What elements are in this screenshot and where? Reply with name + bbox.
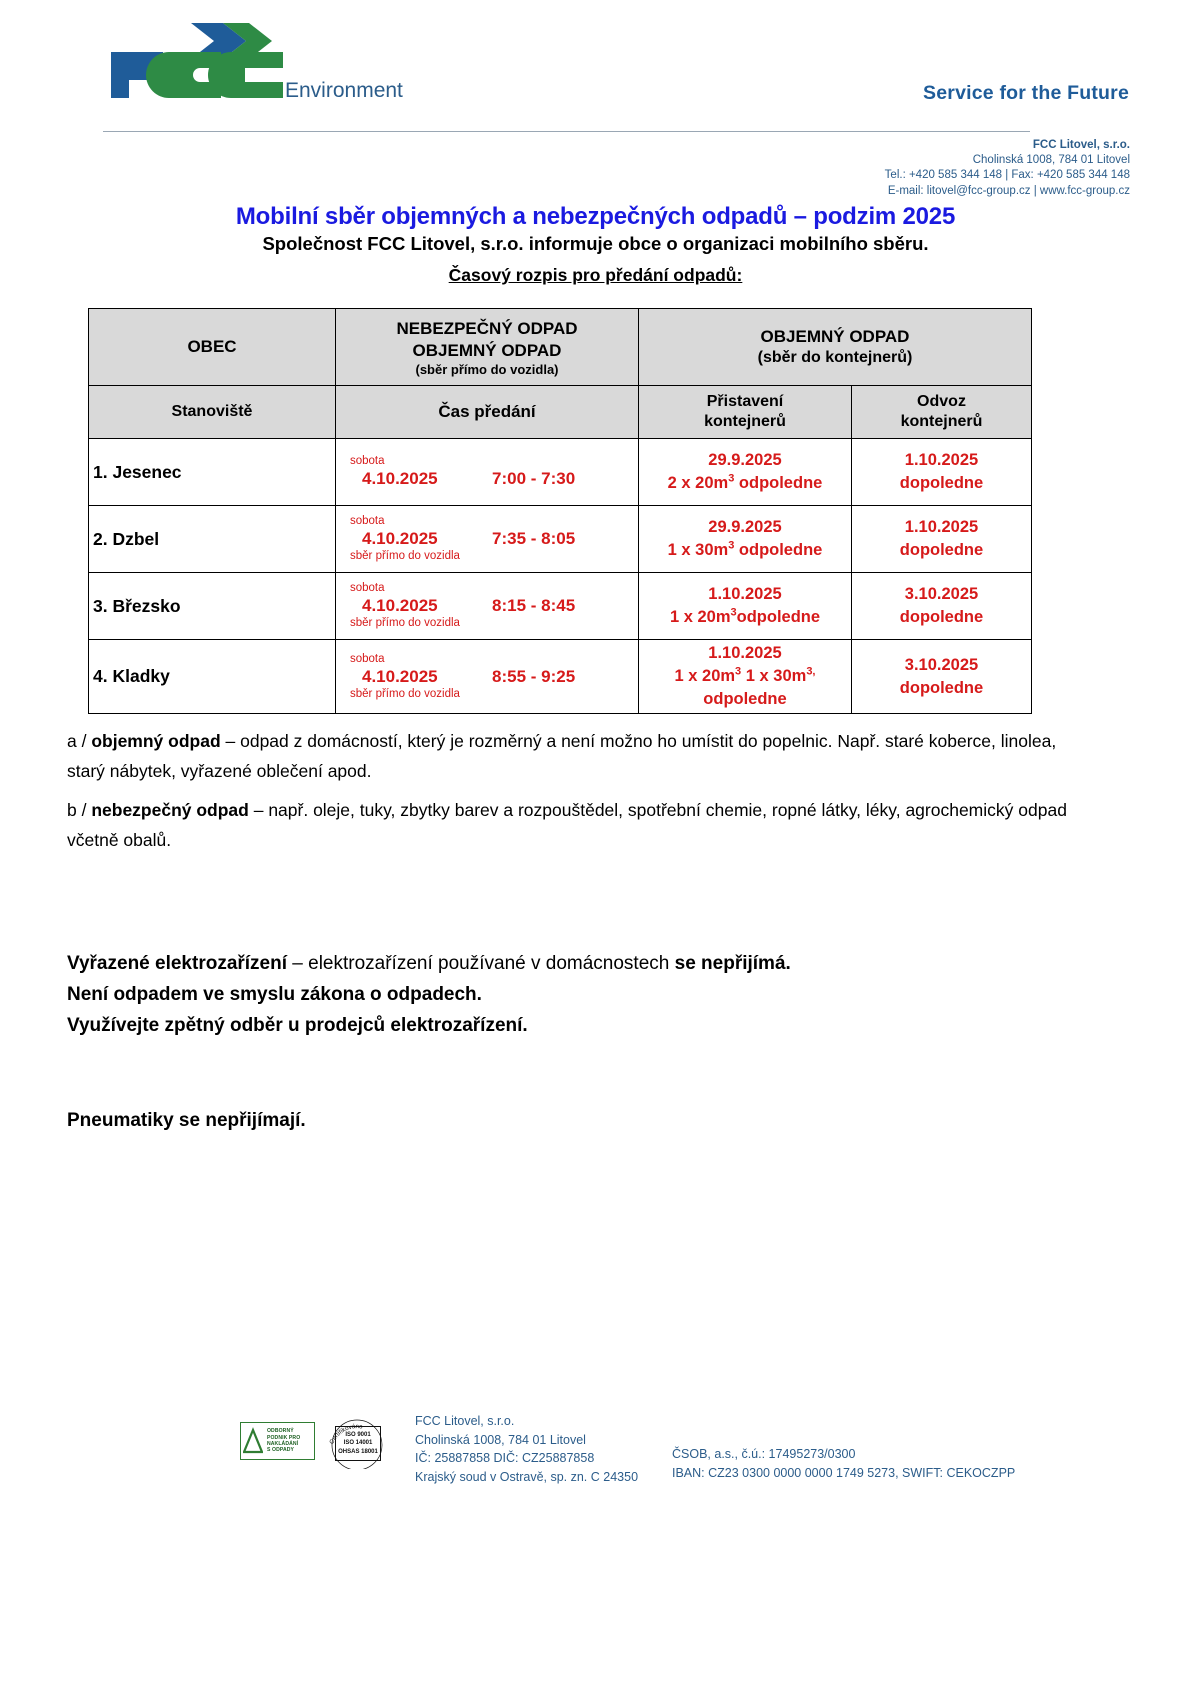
th-bulky-line1: OBJEMNÝ ODPAD xyxy=(760,327,910,346)
svg-text:Certifikováno: Certifikováno xyxy=(328,1423,364,1446)
cell-day: sobota xyxy=(350,582,385,594)
para-b-prefix: b / xyxy=(67,800,92,820)
schedule-table-wrapper xyxy=(88,308,1031,714)
th-pristaveni-line2: kontejnerů xyxy=(704,413,786,430)
seal-line-1: ISO 9001 xyxy=(345,1432,371,1439)
cell-delivery-line3: odpoledne xyxy=(703,690,787,708)
contact-phone-fax: Tel.: +420 585 344 148 | Fax: +420 585 344 148 xyxy=(884,169,1130,182)
cell-cas xyxy=(336,640,639,714)
cell-delivery xyxy=(639,506,852,573)
cell-obec: 3. Březsko xyxy=(89,573,336,640)
cell-pickup-time: dopoledne xyxy=(899,474,984,492)
cell-cas xyxy=(336,506,639,573)
seal-inner-text xyxy=(335,1426,381,1461)
th-cas: Čas předání xyxy=(336,386,639,439)
footer-company-info xyxy=(415,1412,638,1486)
footer-left-line-2: Cholinská 1008, 784 01 Litovel xyxy=(415,1432,586,1447)
cell-pickup-date: 1.10.2025 xyxy=(904,518,979,536)
page-subtitle: Společnost FCC Litovel, s.r.o. informuje obce o organizaci mobilního sběru. xyxy=(262,233,929,254)
badge-line-1: ODBORNÝ xyxy=(267,1428,294,1435)
cell-day: sobota xyxy=(350,454,385,467)
cell-time: 8:15 - 8:45 xyxy=(492,596,576,615)
notice-electro-line3: Využívejte zpětný odběr u prodejců elektrozařízení. xyxy=(67,1015,528,1036)
contact-address: Cholinská 1008, 784 01 Litovel xyxy=(972,154,1130,167)
para-a-text: – odpad z domácností, který je rozměrný a není možno ho umístit do popelnic. Např. staré koberce, linolea, starý nábytek, vyřazené oblečení apod. xyxy=(67,731,1057,781)
recycle-triangle-icon xyxy=(242,1424,264,1458)
cell-pickup-time: dopoledne xyxy=(899,608,984,626)
cell-cas xyxy=(336,439,639,506)
footer-left-line-4: Krajský soud v Ostravě, sp. zn. C 24350 xyxy=(415,1469,639,1484)
table-row xyxy=(89,439,1032,506)
cell-datetime xyxy=(340,666,634,688)
cell-cas xyxy=(336,573,639,640)
cell-delivery-detail xyxy=(643,606,847,629)
th-stanoviste: Stanoviště xyxy=(89,386,336,439)
cell-time: 7:00 - 7:30 xyxy=(492,468,576,488)
th-hazard xyxy=(336,309,639,386)
th-hazard-line2: OBJEMNÝ ODPAD xyxy=(412,340,562,360)
table-header-row-1 xyxy=(89,309,1032,386)
cell-note: sběr přímo do vozidla xyxy=(350,550,460,562)
cell-datetime xyxy=(340,595,634,617)
schedule-table xyxy=(88,308,1032,714)
seal-line-2: ISO 14001 xyxy=(343,1440,373,1447)
badge-line-2: PODNIK PRO xyxy=(267,1434,301,1441)
contact-company: FCC Litovel, s.r.o. xyxy=(1032,139,1130,151)
cell-date: 4.10.2025 xyxy=(362,596,438,615)
table-row xyxy=(89,506,1032,573)
delivery-detail-pre: 1 x 20m xyxy=(669,608,731,626)
paragraph-nebezpecny-odpad xyxy=(67,795,1067,855)
notice-bold-1: Vyřazené elektrozařízení xyxy=(67,953,288,974)
table-row xyxy=(89,640,1032,714)
cell-time: 7:35 - 8:05 xyxy=(492,529,576,548)
cell-obec: 2. Dzbel xyxy=(89,506,336,573)
cell-pickup xyxy=(852,506,1032,573)
delivery-detail-post: odpoledne xyxy=(734,474,823,492)
footer-bank-info xyxy=(672,1445,1015,1482)
schedule-heading-text: Časový rozpis pro předání odpadů: xyxy=(448,265,743,285)
cell-pickup-time: dopoledne xyxy=(899,541,984,559)
delivery-detail-sup: 3 xyxy=(735,665,742,678)
badge-line-3: NAKLÁDÁNÍ xyxy=(267,1441,299,1447)
delivery-detail-sup2: 3, xyxy=(806,665,816,678)
fcc-environment-logo xyxy=(103,18,443,113)
cell-obec: 4. Kladky xyxy=(89,640,336,714)
cell-day: sobota xyxy=(350,652,385,665)
notice-electro-line2: Není odpadem ve smyslu zákona o odpadech. xyxy=(67,984,482,1005)
th-hazard-note: (sběr přímo do vozidla) xyxy=(415,361,559,377)
cell-delivery-detail xyxy=(643,472,847,495)
cell-pickup-date: 3.10.2025 xyxy=(904,585,979,603)
th-hazard-line1: NEBEZPEČNÝ ODPAD xyxy=(396,318,578,338)
contact-email-web: E-mail: litovel@fcc-group.cz | www.fcc-group.cz xyxy=(887,184,1130,197)
th-bulky-note: (sběr do kontejnerů) xyxy=(757,349,913,366)
schedule-heading xyxy=(0,265,1191,286)
cell-note: sběr přímo do vozidla xyxy=(350,687,460,700)
footer-right-line-2: IBAN: CZ23 0300 0000 0000 1749 5273, SWIFT: CEKOCZPP xyxy=(672,1465,1016,1480)
th-pristaveni-line1: Přistavení xyxy=(706,393,784,410)
th-bulky xyxy=(639,309,1032,386)
cell-delivery xyxy=(639,439,852,506)
delivery-detail-sup: 3 xyxy=(730,606,737,619)
cell-pickup-time: dopoledne xyxy=(899,678,984,697)
cell-pickup xyxy=(852,573,1032,640)
notice-end-1: . xyxy=(785,953,791,974)
cell-time: 8:55 - 9:25 xyxy=(492,666,576,686)
th-odvoz-line2: kontejnerů xyxy=(900,413,983,430)
cell-obec: 1. Jesenec xyxy=(89,439,336,506)
table-row xyxy=(89,573,1032,640)
th-pristaveni xyxy=(639,386,852,439)
delivery-detail-post: odpoledne xyxy=(736,608,821,626)
delivery-detail-post: odpoledne xyxy=(734,541,823,559)
cell-delivery-date: 29.9.2025 xyxy=(708,518,782,536)
notice-reg-1: – elektrozařízení používané v domácnostech xyxy=(287,953,675,974)
delivery-detail-pre: 1 x 30m xyxy=(667,541,729,559)
notice-electro xyxy=(67,948,1077,1041)
cell-date: 4.10.2025 xyxy=(362,529,438,548)
cell-delivery-date: 1.10.2025 xyxy=(708,644,782,662)
badge-line-4: S ODPADY xyxy=(267,1447,295,1454)
para-a-prefix: a / xyxy=(67,731,92,751)
paragraph-objemny-odpad xyxy=(67,726,1067,786)
certification-seal-icon xyxy=(326,1414,388,1469)
footer-left-line-3: IČ: 25887858 DIČ: CZ25887858 xyxy=(415,1451,595,1465)
cell-pickup-date: 3.10.2025 xyxy=(904,655,979,674)
footer-left-line-1: FCC Litovel, s.r.o. xyxy=(415,1414,515,1428)
para-a-bold: objemný odpad xyxy=(91,731,221,751)
delivery-detail-pre: 1 x 20m xyxy=(674,667,736,685)
notice-electro-line1 xyxy=(67,948,1077,979)
page-header xyxy=(0,0,1191,128)
th-odvoz-line1: Odvoz xyxy=(917,393,966,410)
odborny-podnik-badge-text xyxy=(264,1428,300,1454)
cell-datetime xyxy=(340,528,634,550)
seal-line-3: OHSAS 18001 xyxy=(338,1448,378,1455)
th-odvoz xyxy=(852,386,1032,439)
cell-delivery-date: 29.9.2025 xyxy=(708,451,782,469)
cell-delivery-date: 1.10.2025 xyxy=(708,585,782,603)
header-divider xyxy=(103,131,1030,132)
cell-day: sobota xyxy=(350,515,385,527)
delivery-detail-sup: 3 xyxy=(728,539,735,552)
cell-pickup xyxy=(852,439,1032,506)
cell-delivery xyxy=(639,640,852,714)
cell-note: sběr přímo do vozidla xyxy=(350,617,460,629)
footer-right-line-1: ČSOB, a.s., č.ú.: 17495273/0300 xyxy=(672,1447,856,1461)
para-b-text: – např. oleje, tuky, zbytky barev a rozpouštědel, spotřební chemie, ropné látky, léky, agrochemický odpad včetně obalů. xyxy=(67,800,1067,850)
svg-text:Environment: Environment xyxy=(285,79,403,102)
delivery-detail-sup: 3 xyxy=(728,472,735,485)
notice-bold-2: se nepřijímá xyxy=(674,953,786,974)
cell-delivery xyxy=(639,573,852,640)
delivery-detail-post2: 1 x 30m xyxy=(741,667,807,685)
contact-block xyxy=(885,138,1130,199)
th-obec: OBEC xyxy=(89,309,336,386)
cell-delivery-detail xyxy=(643,665,847,688)
cell-date: 4.10.2025 xyxy=(362,468,438,488)
odborny-podnik-badge-icon xyxy=(240,1422,315,1460)
fcc-logo-icon xyxy=(103,18,443,113)
cell-datetime xyxy=(340,468,634,490)
table-header-row-2 xyxy=(89,386,1032,439)
cell-pickup-date: 1.10.2025 xyxy=(904,451,979,469)
page-title: Mobilní sběr objemných a nebezpečných odpadů – podzim 2025 xyxy=(235,203,956,230)
cell-pickup xyxy=(852,640,1032,714)
notice-tires: Pneumatiky se nepřijímají. xyxy=(67,1110,306,1131)
cell-delivery-detail xyxy=(643,539,847,562)
para-b-bold: nebezpečný odpad xyxy=(91,800,249,820)
tagline: Service for the Future xyxy=(923,82,1129,104)
cell-date: 4.10.2025 xyxy=(362,666,438,686)
delivery-detail-pre: 2 x 20m xyxy=(667,474,729,492)
